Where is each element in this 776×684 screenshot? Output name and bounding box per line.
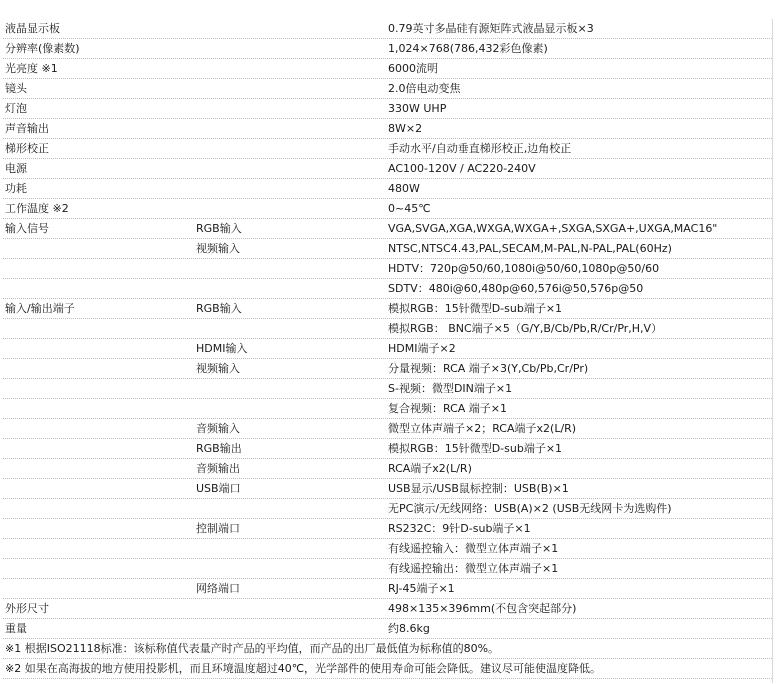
spec-value: 微型立体声端子×2；RCA端子x2(L/R): [388, 422, 577, 435]
spec-row: [3, 139, 772, 159]
spec-row: [3, 219, 772, 239]
spec-value: 330W UHP: [388, 102, 447, 115]
spec-label: [5, 439, 195, 458]
spec-label: [5, 539, 195, 558]
spec-label: 光亮度 ※1: [5, 62, 58, 75]
spec-row: [3, 439, 772, 459]
spec-label: [5, 579, 195, 598]
spec-sublabel: [196, 139, 386, 158]
spec-row: [3, 399, 772, 419]
spec-sublabel: [196, 259, 386, 278]
spec-sublabel: [196, 539, 386, 558]
spec-label: [5, 239, 195, 258]
spec-label: [5, 459, 195, 478]
spec-value: 模拟RGB： BNC端子×5（G/Y,B/Cb/Pb,R/Cr/Pr,H,V）: [388, 322, 663, 335]
spec-value: 无PC演示/无线网络：USB(A)×2 (USB无线网卡为选购件): [388, 502, 672, 515]
spec-value: 498×135×396mm(不包含突起部分): [388, 602, 577, 615]
spec-table: [3, 19, 772, 679]
spec-value: SDTV：480i@60,480p@60,576i@50,576p@50: [388, 282, 644, 295]
spec-label: 灯泡: [5, 102, 27, 115]
spec-row: [3, 239, 772, 259]
spec-value: 有线遥控输出：微型立体声端子×1: [388, 562, 559, 575]
spec-value: HDTV：720p@50/60,1080i@50/60,1080p@50/60: [388, 262, 660, 275]
spec-sublabel: [196, 159, 386, 178]
spec-row: [3, 539, 772, 559]
spec-value: 6000流明: [388, 62, 438, 75]
spec-value: 有线遥控输入：微型立体声端子×1: [388, 542, 559, 555]
spec-sublabel: [196, 279, 386, 298]
spec-sublabel: RGB输出: [196, 442, 242, 455]
spec-sublabel: 音频输入: [196, 422, 240, 435]
spec-sublabel: [196, 19, 386, 38]
spec-value: 手动水平/自动垂直梯形校正,边角校正: [388, 142, 572, 155]
spec-value: 0~45℃: [388, 202, 431, 215]
spec-sublabel: USB端口: [196, 482, 241, 495]
spec-row: [3, 119, 772, 139]
spec-row: [3, 299, 772, 319]
spec-sublabel: [196, 99, 386, 118]
spec-sublabel: [196, 79, 386, 98]
spec-row: [3, 279, 772, 299]
footnote-1: ※1 根据ISO21118标准：该标称值代表量产时产品的平均值，而产品的出厂最低值为标称值的80%。: [3, 639, 772, 659]
spec-label: 液晶显示板: [5, 22, 60, 35]
spec-sublabel: 控制端口: [196, 522, 240, 535]
spec-value: AC100-120V / AC220-240V: [388, 162, 536, 175]
spec-row: [3, 419, 772, 439]
spec-row: [3, 479, 772, 499]
spec-row: [3, 379, 772, 399]
spec-sublabel: 网络端口: [196, 582, 240, 595]
spec-sublabel: [196, 499, 386, 518]
spec-label: 输入信号: [5, 222, 49, 235]
spec-value: 480W: [388, 182, 420, 195]
spec-sublabel: 视频输入: [196, 362, 240, 375]
spec-sublabel: [196, 319, 386, 338]
spec-row: [3, 159, 772, 179]
spec-row: [3, 339, 772, 359]
spec-row: [3, 619, 772, 639]
footnote-2: ※2 如果在高海拔的地方使用投影机，而且环境温度超过40℃，光学部件的使用寿命可能会降低。建议尽可能使温度降低。: [3, 659, 772, 679]
spec-label: [5, 479, 195, 498]
spec-sublabel: [196, 119, 386, 138]
spec-sublabel: [196, 559, 386, 578]
spec-value: RS232C：9针D-sub端子×1: [388, 522, 531, 535]
spec-rows: [3, 19, 772, 639]
spec-label: [5, 339, 195, 358]
spec-label: [5, 519, 195, 538]
spec-row: [3, 319, 772, 339]
spec-value: 模拟RGB：15针微型D-sub端子×1: [388, 442, 563, 455]
spec-row: [3, 579, 772, 599]
spec-value: 约8.6kg: [388, 622, 430, 635]
spec-label: [5, 399, 195, 418]
spec-value: RJ-45端子×1: [388, 582, 455, 595]
spec-sublabel: 音频输出: [196, 462, 240, 475]
spec-sublabel: HDMI输入: [196, 342, 248, 355]
spec-sublabel: [196, 199, 386, 218]
spec-label: 工作温度 ※2: [5, 202, 69, 215]
spec-label: 外形尺寸: [5, 602, 49, 615]
spec-value: NTSC,NTSC4.43,PAL,SECAM,M-PAL,N-PAL,PAL(60Hz): [388, 242, 672, 255]
spec-value: USB显示/USB鼠标控制：USB(B)×1: [388, 482, 569, 495]
spec-row: [3, 39, 772, 59]
spec-sublabel: [196, 59, 386, 78]
spec-value: S-视频：微型DIN端子×1: [388, 382, 513, 395]
spec-label: 梯形校正: [5, 142, 49, 155]
spec-label: 镜头: [5, 82, 27, 95]
spec-sublabel: RGB输入: [196, 302, 242, 315]
spec-label: 分辨率(像素数): [5, 42, 80, 55]
spec-row: [3, 19, 772, 39]
spec-value: 分量视频：RCA 端子×3(Y,Cb/Pb,Cr/Pr): [388, 362, 589, 375]
spec-sublabel: [196, 379, 386, 398]
spec-label: 功耗: [5, 182, 27, 195]
spec-value: 复合视频：RCA 端子×1: [388, 402, 508, 415]
spec-sublabel: [196, 399, 386, 418]
spec-row: [3, 499, 772, 519]
spec-label: [5, 419, 195, 438]
spec-value: 模拟RGB：15针微型D-sub端子×1: [388, 302, 563, 315]
spec-row: [3, 459, 772, 479]
footnotes: [3, 639, 772, 679]
spec-row: [3, 179, 772, 199]
spec-value: VGA,SVGA,XGA,WXGA,WXGA+,SXGA,SXGA+,UXGA,MAC16": [388, 222, 718, 235]
spec-row: [3, 99, 772, 119]
spec-sublabel: [196, 179, 386, 198]
table-right-border: [772, 19, 773, 683]
spec-row: [3, 79, 772, 99]
spec-row: [3, 259, 772, 279]
spec-value: 8W×2: [388, 122, 423, 135]
spec-sublabel: [196, 599, 386, 618]
spec-label: [5, 379, 195, 398]
spec-label: [5, 359, 195, 378]
spec-label: [5, 319, 195, 338]
spec-value: 1,024×768(786,432彩色像素): [388, 42, 548, 55]
spec-value: 2.0倍电动变焦: [388, 82, 461, 95]
spec-label: [5, 259, 195, 278]
spec-row: [3, 519, 772, 539]
spec-value: HDMI端子×2: [388, 342, 456, 355]
spec-row: [3, 599, 772, 619]
spec-label: [5, 559, 195, 578]
spec-sublabel: RGB输入: [196, 222, 242, 235]
spec-sublabel: [196, 619, 386, 638]
spec-value: 0.79英寸多晶硅有源矩阵式液晶显示板×3: [388, 22, 594, 35]
spec-label: 重量: [5, 622, 27, 635]
spec-value: RCA端子x2(L/R): [388, 462, 472, 475]
spec-row: [3, 359, 772, 379]
spec-label: 电源: [5, 162, 27, 175]
spec-sublabel: 视频输入: [196, 242, 240, 255]
spec-sublabel: [196, 39, 386, 58]
spec-label: 输入/输出端子: [5, 302, 75, 315]
spec-row: [3, 199, 772, 219]
spec-row: [3, 59, 772, 79]
spec-label: [5, 279, 195, 298]
spec-label: 声音输出: [5, 122, 49, 135]
spec-label: [5, 499, 195, 518]
spec-row: [3, 559, 772, 579]
